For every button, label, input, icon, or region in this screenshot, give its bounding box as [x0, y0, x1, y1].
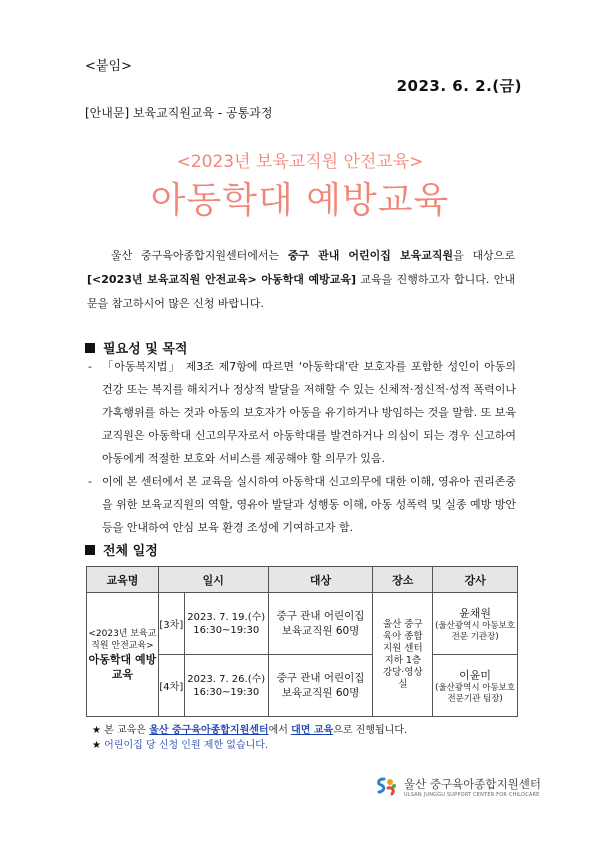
list-item: - 「아동복지법」 제3조 제7항에 따르면 ‘아동학대’란 보호자를 포함한 성인이 아동의 건강 또는 복지를 해치거나 정상적 발달을 저해할 수 있는 신체적·정신적·성적 폭력이나 가혹행위를 하는 것과 아동의 보호자가 아동을 유기하거나 방임하는 것을 말함. 또 보육교직원은 아동학대 신고의무자로서 아동학대를 발견하거나 의심이 되는 경우 신고하여 아동에게 적절한 보호와 서비스를 제공해야 할 의무가 있음. [88, 360, 516, 465]
format-highlight: 대면 교육 [291, 725, 334, 736]
place-cell: 울산 중구육아 종합지원 센터 지하 1층 강당·영상실 [373, 593, 433, 717]
intro-paragraph: 울산 중구육아종합지원센터에서는 중구 관내 어린이집 보육교직원을 대상으로 [<2023년 보육교직원 안전교육> 아동학대 예방교육] 교육을 진행하고자 합니다. 안내문을 참고하시어 많은 신청 바랍니다. [87, 249, 515, 310]
table-row [87, 593, 518, 655]
list-item: - 이에 본 센터에서 본 교육을 실시하여 아동학대 신고의무에 대한 이해, 영유아 권리존중을 위한 보육교직원의 역할, 영유아 발달과 성행동 이해, 아동 성폭력 및 실종 예방 방안 등을 안내하여 안심 보육 환경 조성에 기여하고자 함. [88, 475, 516, 534]
purpose-list [88, 355, 516, 539]
center-name-highlight: 울산 중구육아종합지원센터 [149, 725, 269, 736]
star-icon: ★ [92, 725, 101, 736]
column-header: 강사 [433, 567, 518, 593]
footnote-1: ★ 본 교육은 울산 중구육아종합지원센터에서 대면 교육으로 진행됩니다. [92, 725, 408, 736]
notice-label: [안내문] 보육교직원교육 - 공통과정 [85, 106, 273, 120]
center-logo [374, 776, 541, 798]
center-logo-icon [374, 776, 398, 798]
intro-target: 중구 관내 어린이집 보육교직원 [287, 249, 454, 262]
column-header: 일시 [158, 567, 268, 593]
lecturer-cell: 이윤미 (울산광역시 아동보호전문기관 팀장) [433, 655, 518, 717]
square-bullet-icon [85, 343, 95, 353]
attachment-label: <붙임> [85, 59, 132, 74]
main-title: 아동학대 예방교육 [150, 180, 450, 221]
section-heading-schedule: 전체 일정 [85, 540, 158, 559]
intro-course: [<2023년 보육교직원 안전교육> 아동학대 예방교육] [87, 273, 357, 286]
column-header: 장소 [373, 567, 433, 593]
footnote-2: ★ 어린이집 당 신청 인원 제한 없습니다. [92, 740, 269, 751]
column-header: 교육명 [87, 567, 159, 593]
footnotes [92, 723, 407, 753]
section-heading-purpose: 필요성 및 목적 [85, 338, 187, 357]
star-icon: ★ [92, 740, 101, 751]
course-name-cell: <2023년 보육교직원 안전교육> 아동학대 예방교육 [87, 593, 159, 717]
datetime-cell: 2023. 7. 19.(수) 16:30~19:30 [184, 593, 268, 655]
square-bullet-icon [85, 545, 95, 555]
center-logo-name: 울산 중구육아종합지원센터 [404, 777, 541, 791]
round-cell: [3차] [158, 593, 184, 655]
table-header-row [87, 567, 518, 593]
datetime-cell: 2023. 7. 26.(수) 16:30~19:30 [184, 655, 268, 717]
column-header: 대상 [268, 567, 373, 593]
round-cell: [4차] [158, 655, 184, 717]
center-logo-english: ULSAN JUNGGU SUPPORT CENTER FOR CHILDCARE [404, 792, 540, 798]
schedule-table [86, 566, 518, 717]
lecturer-cell: 윤채원 (울산광역시 아동보호전문 기관장) [433, 593, 518, 655]
document-date: 2023. 6. 2.(금) [396, 77, 522, 95]
target-cell: 중구 관내 어린이집 보육교직원 60명 [268, 593, 373, 655]
target-cell: 중구 관내 어린이집 보육교직원 60명 [268, 655, 373, 717]
sub-title: <2023년 보육교직원 안전교육> [176, 152, 424, 172]
